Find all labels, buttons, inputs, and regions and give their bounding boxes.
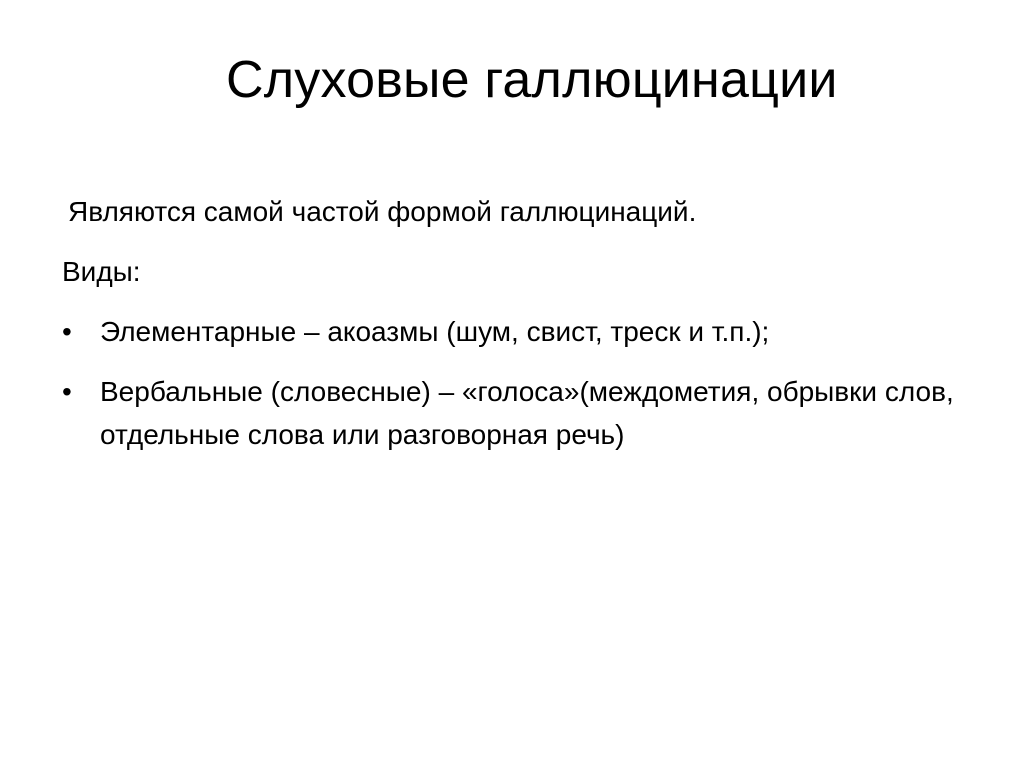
- bullet-dot-icon: •: [62, 376, 72, 407]
- bullet-text: Вербальные (словесные) – «голоса»(междометия, обрывки слов, отдельные слова или разговорная речь): [100, 376, 954, 450]
- bullet-item-elementary: [62, 310, 982, 353]
- kinds-label: Виды:: [62, 256, 141, 287]
- bullet-item-verbal: [62, 370, 982, 456]
- slide-title: Слуховые галлюцинации: [226, 51, 838, 109]
- slide-body: [62, 190, 982, 473]
- bullet-text: Элементарные – акоазмы (шум, свист, треск и т.п.);: [100, 316, 770, 347]
- bullet-dot-icon: •: [62, 316, 72, 347]
- intro-text: Являются самой частой формой галлюцинаций.: [68, 196, 697, 227]
